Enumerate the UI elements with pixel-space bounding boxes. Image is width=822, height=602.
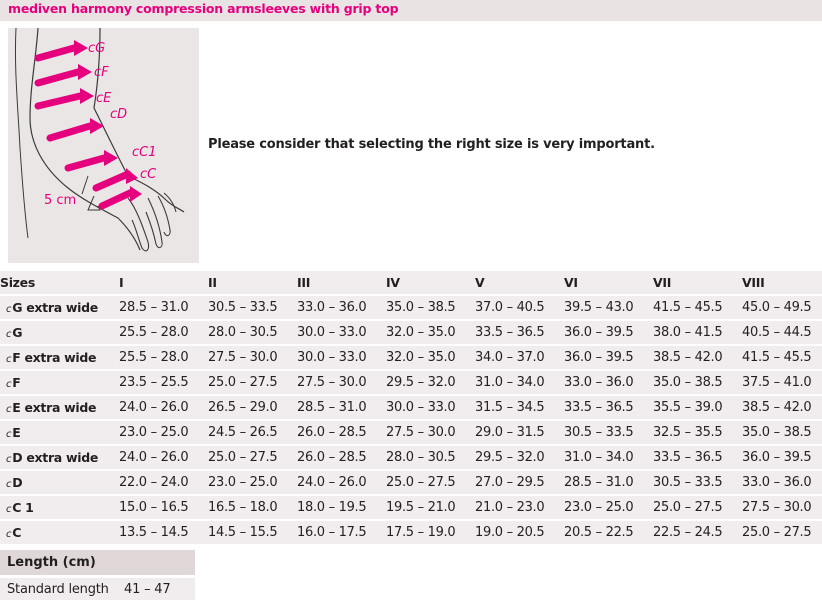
header-size-viii: VIII: [734, 271, 822, 296]
size-range-cell: 21.0 – 23.0: [467, 496, 556, 521]
label-cg: cG: [88, 41, 106, 56]
size-range-cell: 26.5 – 29.0: [200, 396, 289, 421]
size-range-cell: 27.5 – 30.0: [200, 346, 289, 371]
measurement-prefix: c: [6, 379, 12, 390]
size-range-cell: 37.5 – 41.0: [734, 371, 822, 396]
size-range-cell: 28.5 – 31.0: [556, 471, 645, 496]
header-size-vii: VII: [645, 271, 734, 296]
length-label: Standard length: [7, 582, 109, 597]
measurement-name: D extra wide: [12, 450, 99, 465]
size-range-cell: 28.5 – 31.0: [111, 296, 200, 321]
size-range-cell: 16.5 – 18.0: [200, 496, 289, 521]
measurement-name: F: [12, 375, 21, 390]
header-size-iv: IV: [378, 271, 467, 296]
measurement-name: F extra wide: [12, 350, 97, 365]
size-range-cell: 33.0 – 36.0: [289, 296, 378, 321]
size-range-cell: 31.5 – 34.5: [467, 396, 556, 421]
measurement-prefix: c: [6, 504, 12, 515]
size-range-cell: 28.5 – 31.0: [289, 396, 378, 421]
row-measurement-label: [0, 496, 111, 521]
page-title: mediven harmony compression armsleeves with grip top: [0, 0, 822, 21]
size-range-cell: 35.5 – 39.0: [645, 396, 734, 421]
size-range-cell: 17.5 – 19.0: [378, 521, 467, 546]
size-range-cell: 31.0 – 34.0: [556, 446, 645, 471]
measurement-prefix: c: [6, 304, 12, 315]
size-range-cell: 39.5 – 43.0: [556, 296, 645, 321]
size-range-cell: 37.0 – 40.5: [467, 296, 556, 321]
measurement-name: C: [12, 525, 22, 540]
table-row: [0, 321, 822, 346]
size-range-cell: 27.0 – 29.5: [467, 471, 556, 496]
table-row: [0, 471, 822, 496]
row-measurement-label: [0, 521, 111, 546]
size-range-cell: 25.0 – 27.5: [734, 521, 822, 546]
measurement-prefix: c: [6, 329, 12, 340]
header-size-i: I: [111, 271, 200, 296]
size-range-cell: 33.0 – 36.0: [556, 371, 645, 396]
row-measurement-label: [0, 296, 111, 321]
size-range-cell: 33.5 – 36.5: [467, 321, 556, 346]
measurement-name: D: [12, 475, 23, 490]
measurement-prefix: c: [6, 479, 12, 490]
measurement-prefix: c: [6, 354, 12, 365]
table-row: [0, 371, 822, 396]
measurement-prefix: c: [6, 454, 12, 465]
label-ce: cE: [96, 91, 112, 106]
size-range-cell: 16.0 – 17.5: [289, 521, 378, 546]
measurement-name: C 1: [12, 500, 34, 515]
table-row: [0, 496, 822, 521]
size-range-cell: 29.5 – 32.0: [378, 371, 467, 396]
size-range-cell: 41.5 – 45.5: [734, 346, 822, 371]
table-row: [0, 421, 822, 446]
measurement-prefix: c: [6, 429, 12, 440]
size-range-cell: 20.5 – 22.5: [556, 521, 645, 546]
size-range-cell: 25.0 – 27.5: [378, 471, 467, 496]
size-range-cell: 24.0 – 26.0: [111, 396, 200, 421]
length-row: [0, 578, 195, 600]
size-range-cell: 40.5 – 44.5: [734, 321, 822, 346]
header-size-ii: II: [200, 271, 289, 296]
size-range-cell: 19.0 – 20.5: [467, 521, 556, 546]
size-range-cell: 41.5 – 45.5: [645, 296, 734, 321]
size-table-header-row: [0, 271, 822, 296]
size-range-cell: 23.0 – 25.0: [200, 471, 289, 496]
length-header: Length (cm): [0, 550, 195, 575]
size-range-cell: 25.0 – 27.5: [645, 496, 734, 521]
size-range-cell: 28.0 – 30.5: [378, 446, 467, 471]
size-range-cell: 22.5 – 24.5: [645, 521, 734, 546]
size-range-cell: 36.0 – 39.5: [556, 346, 645, 371]
measurement-name: G extra wide: [12, 300, 98, 315]
row-measurement-label: [0, 471, 111, 496]
size-range-cell: 45.0 – 49.5: [734, 296, 822, 321]
table-row: [0, 521, 822, 546]
header-size-vi: VI: [556, 271, 645, 296]
size-range-cell: 13.5 – 14.5: [111, 521, 200, 546]
size-range-cell: 29.0 – 31.5: [467, 421, 556, 446]
size-range-cell: 18.0 – 19.5: [289, 496, 378, 521]
size-range-cell: 25.0 – 27.5: [200, 446, 289, 471]
table-row: [0, 396, 822, 421]
table-row: [0, 346, 822, 371]
row-measurement-label: [0, 371, 111, 396]
measurement-prefix: c: [6, 529, 12, 540]
size-range-cell: 30.0 – 33.0: [378, 396, 467, 421]
size-range-cell: 24.0 – 26.0: [111, 446, 200, 471]
size-range-cell: 23.5 – 25.5: [111, 371, 200, 396]
measurement-name: E extra wide: [12, 400, 97, 415]
size-range-cell: 29.5 – 32.0: [467, 446, 556, 471]
header-sizes: Sizes: [0, 271, 111, 296]
table-row: [0, 446, 822, 471]
size-range-cell: 35.0 – 38.5: [378, 296, 467, 321]
size-range-cell: 38.0 – 41.5: [645, 321, 734, 346]
size-range-cell: 35.0 – 38.5: [645, 371, 734, 396]
measurement-name: G: [12, 325, 23, 340]
size-range-cell: 34.0 – 37.0: [467, 346, 556, 371]
size-notice: Please consider that selecting the right size is very important.: [208, 137, 655, 152]
size-range-cell: 36.0 – 39.5: [556, 321, 645, 346]
size-range-cell: 30.0 – 33.0: [289, 321, 378, 346]
row-measurement-label: [0, 396, 111, 421]
size-range-cell: 27.5 – 30.0: [378, 421, 467, 446]
size-range-cell: 32.0 – 35.0: [378, 346, 467, 371]
header-size-v: V: [467, 271, 556, 296]
size-range-cell: 36.0 – 39.5: [734, 446, 822, 471]
size-table: [0, 271, 822, 546]
label-5cm: 5 cm: [44, 193, 77, 208]
size-range-cell: 25.5 – 28.0: [111, 346, 200, 371]
size-range-cell: 25.5 – 28.0: [111, 321, 200, 346]
size-range-cell: 14.5 – 15.5: [200, 521, 289, 546]
size-range-cell: 30.0 – 33.0: [289, 346, 378, 371]
size-range-cell: 33.5 – 36.5: [645, 446, 734, 471]
size-range-cell: 26.0 – 28.5: [289, 446, 378, 471]
size-range-cell: 33.0 – 36.0: [734, 471, 822, 496]
size-range-cell: 38.5 – 42.0: [734, 396, 822, 421]
header-size-iii: III: [289, 271, 378, 296]
size-range-cell: 33.5 – 36.5: [556, 396, 645, 421]
length-value: 41 – 47: [124, 582, 171, 597]
label-cc: cC: [140, 167, 157, 182]
size-range-cell: 24.0 – 26.0: [289, 471, 378, 496]
size-range-cell: 30.5 – 33.5: [200, 296, 289, 321]
arm-measurement-illustration: [8, 28, 199, 263]
size-range-cell: 31.0 – 34.0: [467, 371, 556, 396]
size-range-cell: 25.0 – 27.5: [200, 371, 289, 396]
row-measurement-label: [0, 446, 111, 471]
size-range-cell: 23.0 – 25.0: [111, 421, 200, 446]
measurement-prefix: c: [6, 404, 12, 415]
size-range-cell: 38.5 – 42.0: [645, 346, 734, 371]
size-range-cell: 35.0 – 38.5: [734, 421, 822, 446]
size-range-cell: 26.0 – 28.5: [289, 421, 378, 446]
size-range-cell: 27.5 – 30.0: [734, 496, 822, 521]
size-range-cell: 15.0 – 16.5: [111, 496, 200, 521]
label-cf: cF: [94, 65, 109, 80]
label-cc1: cC1: [132, 145, 157, 160]
size-range-cell: 32.5 – 35.5: [645, 421, 734, 446]
size-range-cell: 30.5 – 33.5: [556, 421, 645, 446]
size-range-cell: 24.5 – 26.5: [200, 421, 289, 446]
size-range-cell: 23.0 – 25.0: [556, 496, 645, 521]
size-range-cell: 27.5 – 30.0: [289, 371, 378, 396]
size-range-cell: 30.5 – 33.5: [645, 471, 734, 496]
row-measurement-label: [0, 321, 111, 346]
size-range-cell: 19.5 – 21.0: [378, 496, 467, 521]
measurement-name: E: [12, 425, 21, 440]
size-range-cell: 32.0 – 35.0: [378, 321, 467, 346]
row-measurement-label: [0, 346, 111, 371]
table-row: [0, 296, 822, 321]
label-cd: cD: [110, 107, 128, 122]
size-range-cell: 28.0 – 30.5: [200, 321, 289, 346]
row-measurement-label: [0, 421, 111, 446]
size-range-cell: 22.0 – 24.0: [111, 471, 200, 496]
